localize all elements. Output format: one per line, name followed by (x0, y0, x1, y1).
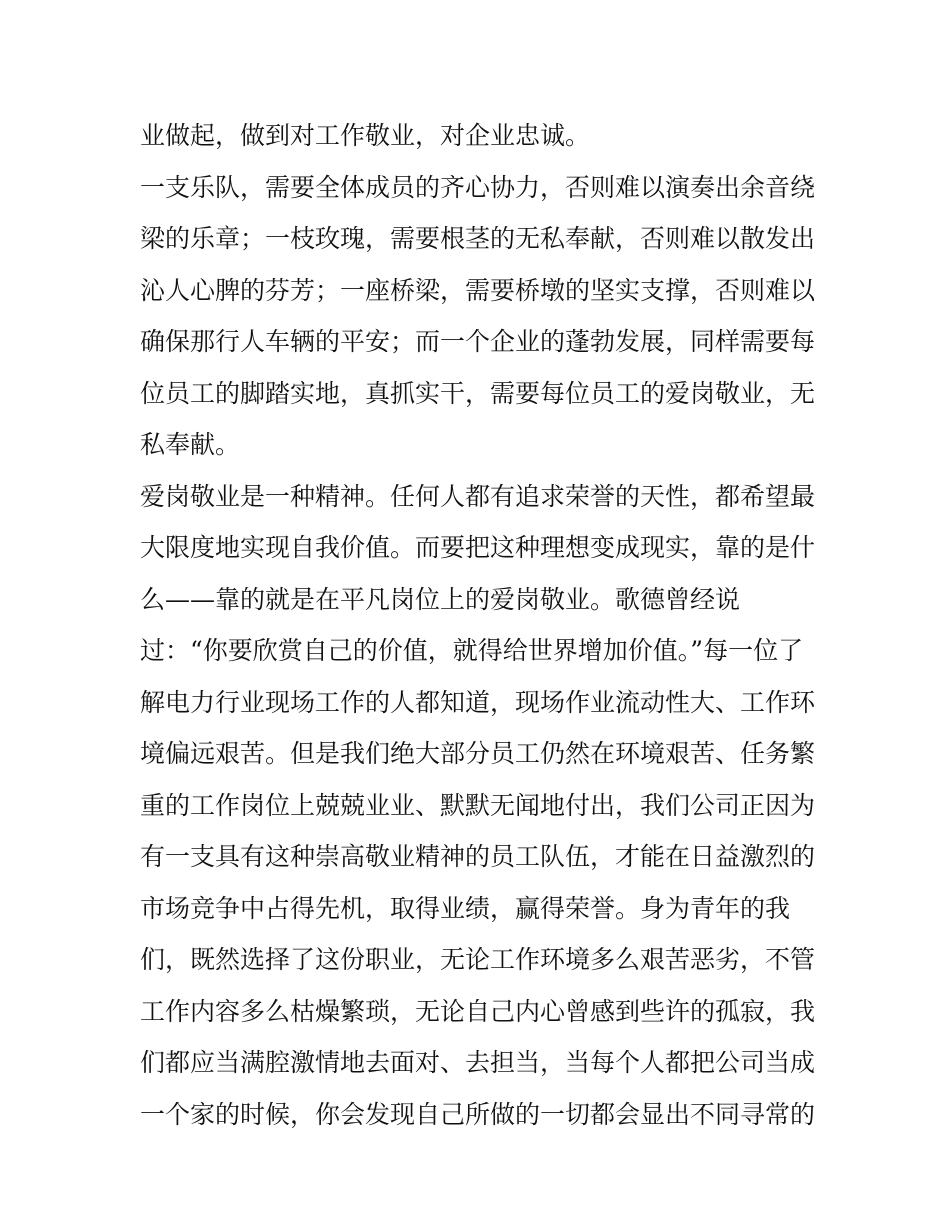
text-line: 过：“你要欣赏自己的价值，就得给世界增加价值。”每一位了 (140, 636, 804, 665)
text-line: 爱岗敬业是一种精神。任何人都有追求荣誉的天性，都希望最 (140, 481, 816, 511)
text-line: 私奉献。 (140, 430, 241, 459)
text-line: 解电力行业现场工作的人都知道，现场作业流动性大、工作环 (140, 687, 816, 717)
text-line: 一个家的时候，你会发现自己所做的一切都会显出不同寻常的 (140, 1099, 816, 1129)
text-line: 梁的乐章；一枝玫瑰，需要根茎的无私奉献，否则难以散发出 (140, 224, 816, 253)
text-line: 重的工作岗位上兢兢业业、默默无闻地付出，我们公司正因为 (140, 790, 816, 820)
text-line: 沁人心脾的芬芳；一座桥梁，需要桥墩的坚实支撑，否则难以 (140, 275, 816, 305)
text-line: 工作内容多么枯燥繁琐，无论自己内心曾感到些许的孤寂，我 (140, 996, 816, 1026)
text-line: 一支乐队，需要全体成员的齐心协力，否则难以演奏出余音绕 (140, 172, 816, 202)
text-line: 位员工的脚踏实地，真抓实干，需要每位员工的爱岗敬业，无 (140, 378, 816, 408)
text-line: 大限度地实现自我价值。而要把这种理想变成现实，靠的是什 (140, 533, 816, 562)
text-line: 么——靠的就是在平凡岗位上的爱岗敬业。歌德曾经说 (140, 584, 741, 614)
text-line: 境偏远艰苦。但是我们绝大部分员工仍然在环境艰苦、任务繁 (140, 739, 816, 768)
text-line: 市场竞争中占得先机，取得业绩，赢得荣誉。身为青年的我 (140, 893, 791, 923)
text-line: 们，既然选择了这份职业，无论工作环境多么艰苦恶劣，不管 (140, 945, 816, 974)
text-line: 业做起，做到对工作敬业，对企业忠诚。 (140, 121, 591, 150)
text-line: 们都应当满腔激情地去面对、去担当，当每个人都把公司当成 (140, 1048, 816, 1077)
text-line: 有一支具有这种崇高敬业精神的员工队伍，才能在日益激烈的 (140, 842, 816, 871)
text-line: 确保那行人车辆的平安；而一个企业的蓬勃发展，同样需要每 (140, 327, 816, 356)
body-text (140, 110, 820, 1140)
